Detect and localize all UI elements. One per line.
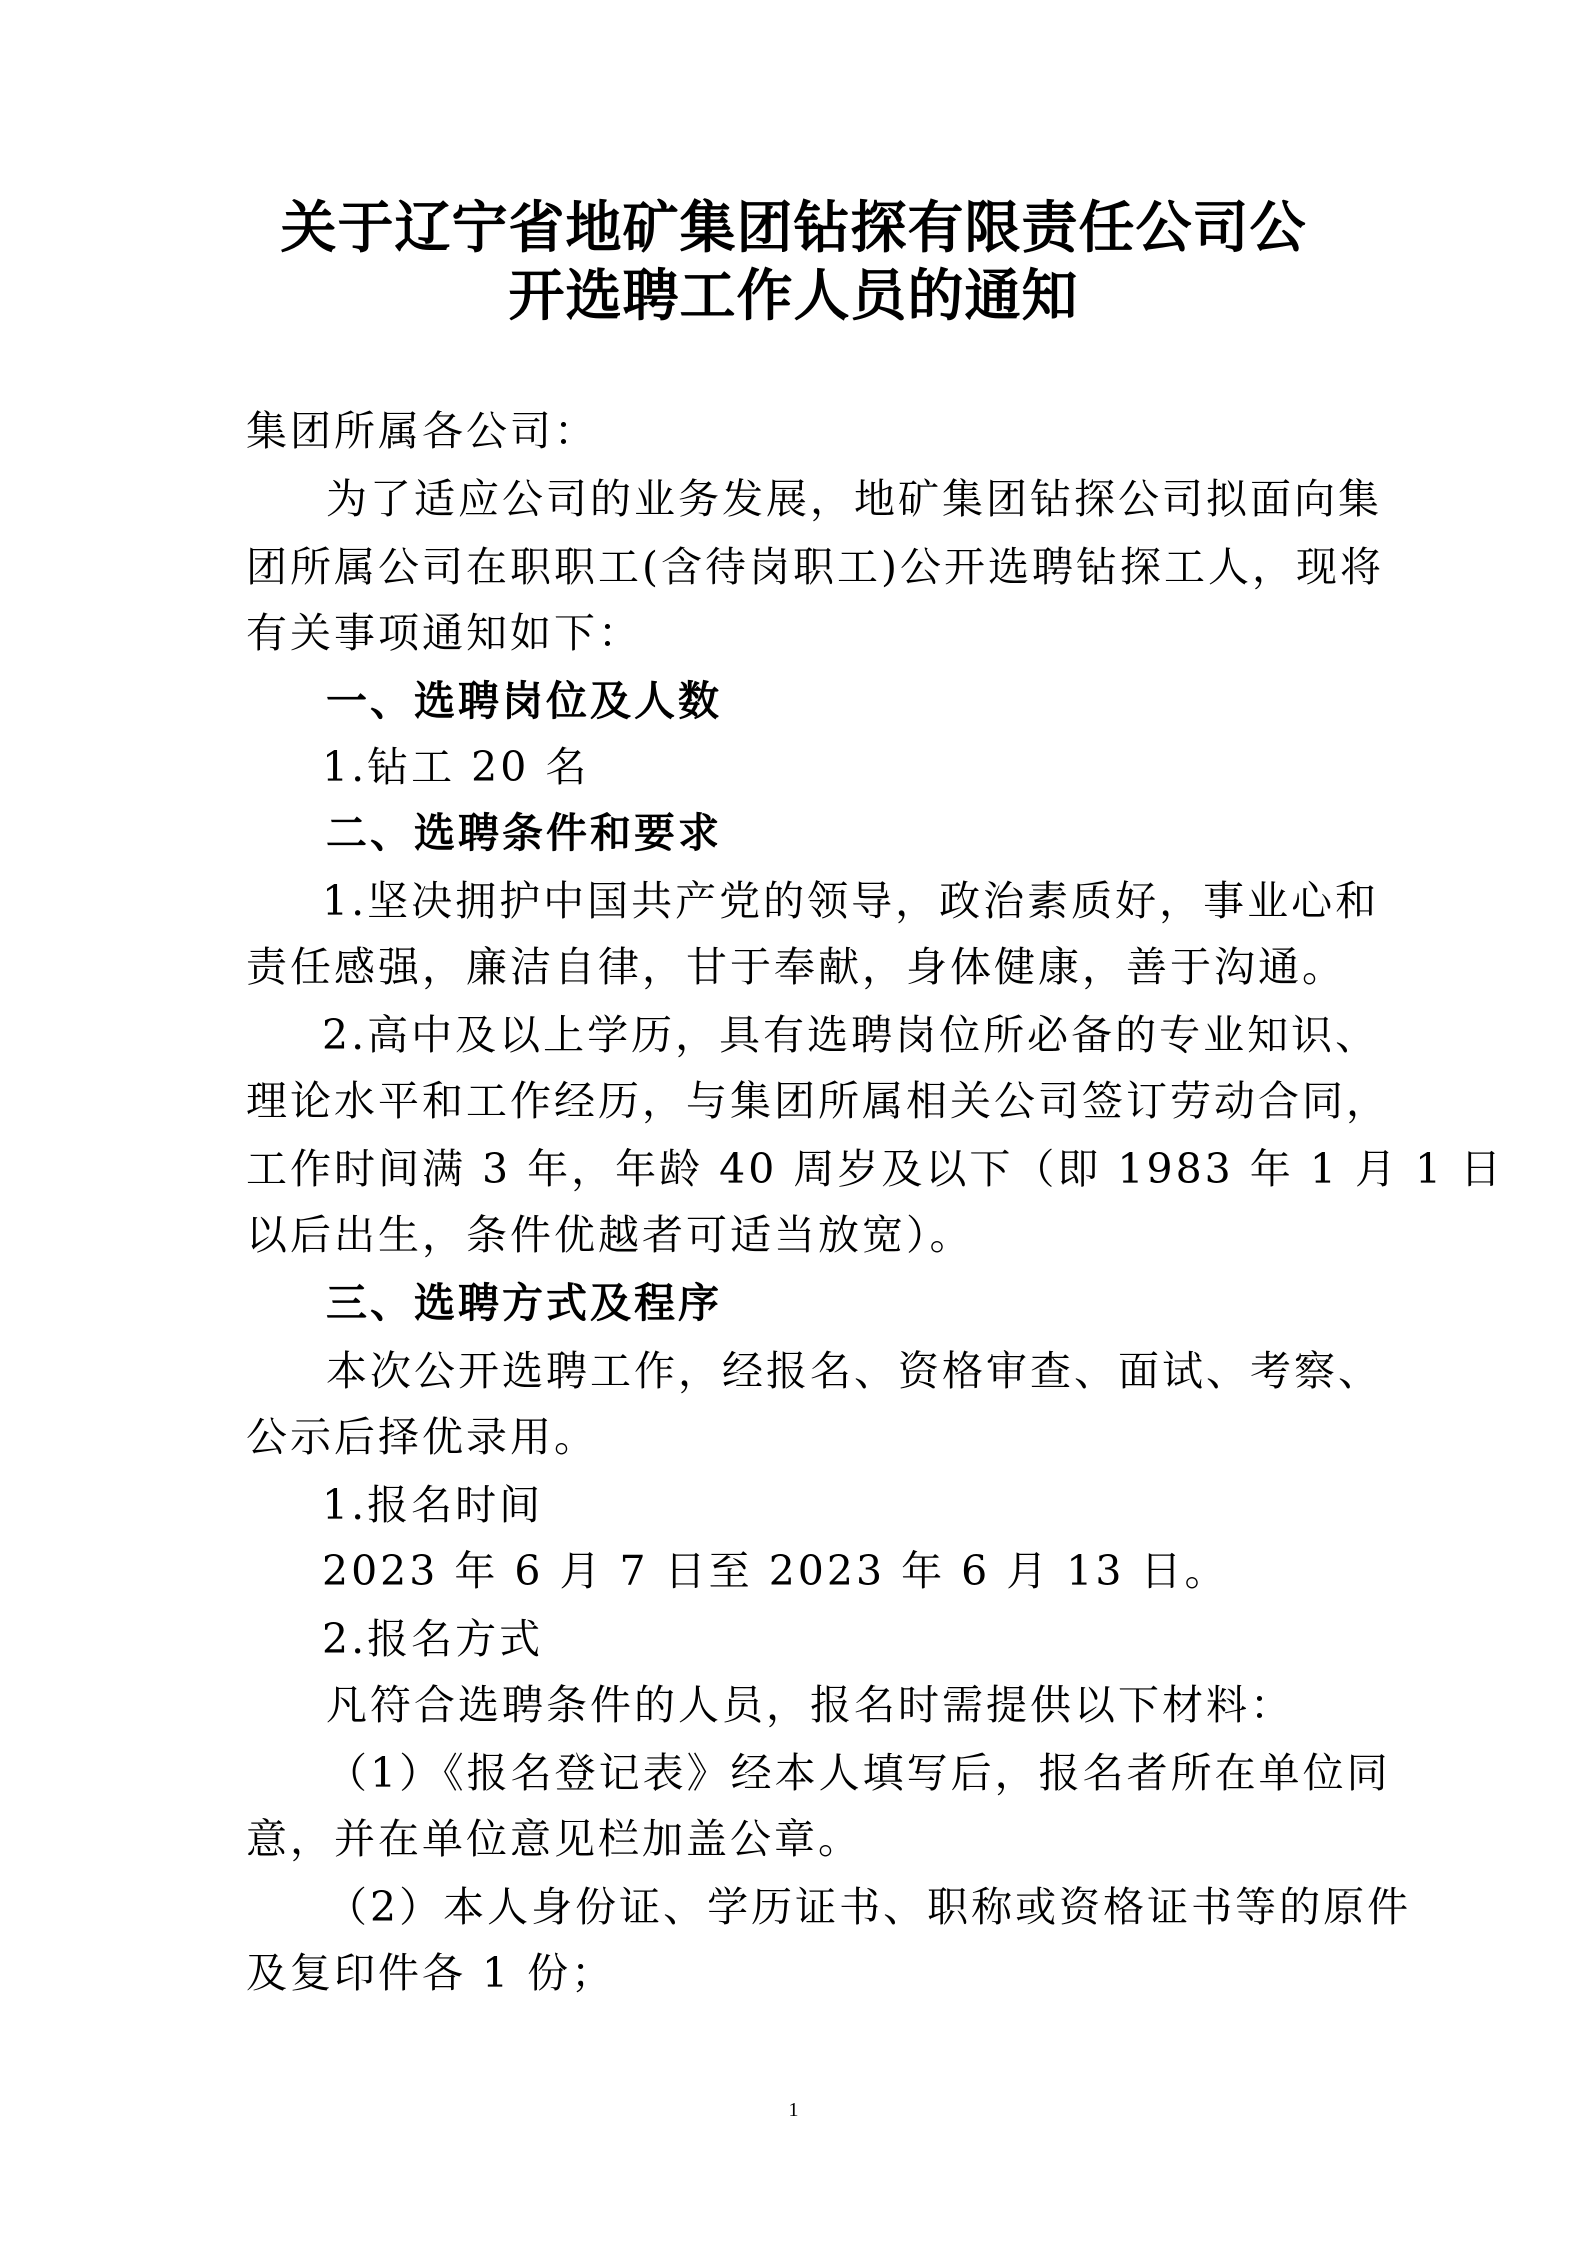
section-3-intro-line-1: 本次公开选聘工作，经报名、资格审查、面试、考察、 xyxy=(326,1347,1382,1395)
section-2-item-2-line-4: 以后出生，条件优越者可适当放宽）。 xyxy=(246,1211,974,1259)
document-title-line-2: 开选聘工作人员的通知 xyxy=(508,263,1079,329)
intro-line-3: 有关事项通知如下： xyxy=(246,609,642,657)
material-2-line-1: （2）本人身份证、学历证书、职称或资格证书等的原件 xyxy=(326,1883,1412,1931)
material-1-line-1: （1）《报名登记表》经本人填写后，报名者所在单位同 xyxy=(326,1749,1391,1797)
material-2-line-2: 及复印件各 1 份； xyxy=(246,1949,616,1997)
section-1-heading: 一、选聘岗位及人数 xyxy=(326,677,722,725)
section-3-heading: 三、选聘方式及程序 xyxy=(326,1279,722,1327)
section-2-item-1-line-1: 1.坚决拥护中国共产党的领导，政治素质好，事业心和 xyxy=(322,877,1380,925)
section-2-item-1-line-2: 责任感强，廉洁自律，甘于奉献，身体健康，善于沟通。 xyxy=(246,943,1346,991)
registration-time-heading: 1.报名时间 xyxy=(322,1481,544,1529)
intro-line-2: 团所属公司在职职工(含待岗职工)公开选聘钻探工人，现将 xyxy=(246,543,1384,591)
document-title-line-1: 关于辽宁省地矿集团钻探有限责任公司公 xyxy=(280,195,1307,261)
registration-method-heading: 2.报名方式 xyxy=(322,1615,544,1663)
page-number: 1 xyxy=(788,2099,799,2121)
section-2-item-2-line-2: 理论水平和工作经历，与集团所属相关公司签订劳动合同， xyxy=(246,1077,1390,1125)
section-2-item-2-line-1: 2.高中及以上学历，具有选聘岗位所必备的专业知识、 xyxy=(322,1011,1380,1059)
section-2-heading: 二、选聘条件和要求 xyxy=(326,809,722,857)
registration-time-text: 2023 年 6 月 7 日至 2023 年 6 月 13 日。 xyxy=(322,1547,1229,1595)
section-2-item-2-line-3: 工作时间满 3 年，年龄 40 周岁及以下（即 1983 年 1 月 1 日 xyxy=(246,1145,1505,1193)
section-3-intro-line-2: 公示后择优录用。 xyxy=(246,1413,598,1461)
salutation: 集团所属各公司： xyxy=(246,407,598,455)
registration-method-text: 凡符合选聘条件的人员，报名时需提供以下材料： xyxy=(326,1681,1294,1729)
material-1-line-2: 意，并在单位意见栏加盖公章。 xyxy=(246,1815,862,1863)
section-1-item-1: 1.钻工 20 名 xyxy=(322,743,590,791)
intro-line-1: 为了适应公司的业务发展，地矿集团钻探公司拟面向集 xyxy=(326,475,1382,523)
